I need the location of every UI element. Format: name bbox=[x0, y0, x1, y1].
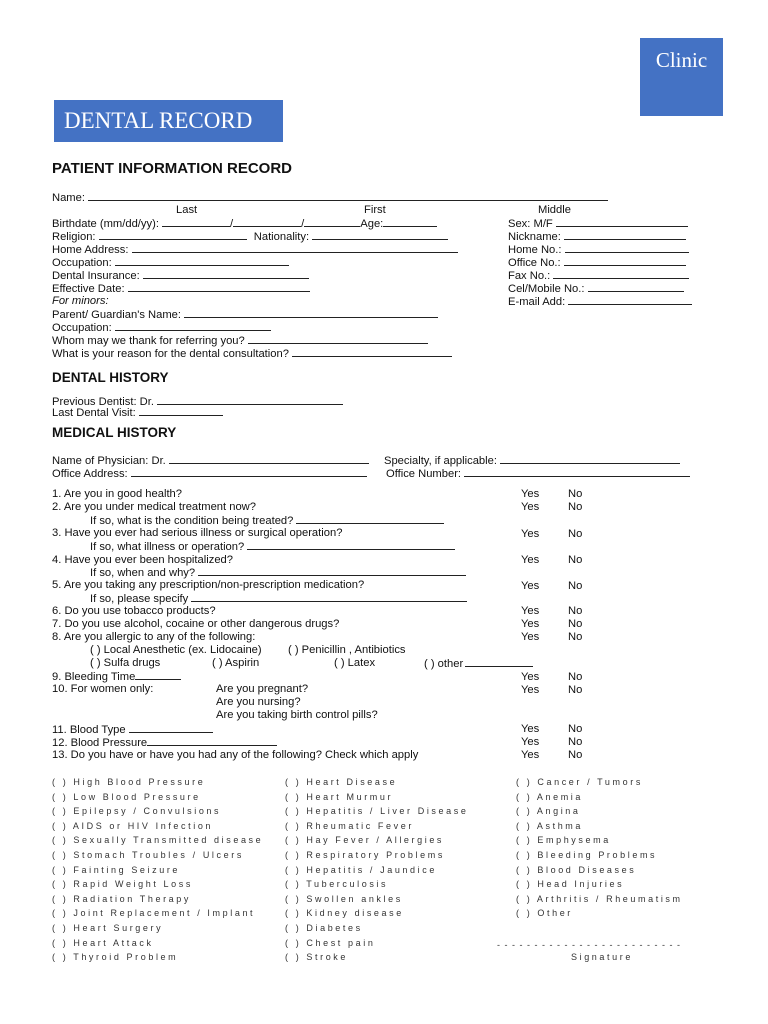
allergy-aspirin[interactable]: ( ) Aspirin bbox=[212, 657, 260, 669]
question-2-sub[interactable] bbox=[90, 514, 444, 527]
allergy-other-line bbox=[465, 657, 533, 667]
birthdate-mm-line bbox=[162, 217, 230, 227]
condition-checkbox[interactable]: ( ) Heart Murmur bbox=[285, 791, 394, 802]
sex-field[interactable] bbox=[508, 217, 688, 230]
dental-history-heading: DENTAL HISTORY bbox=[52, 370, 169, 385]
sex-line bbox=[556, 217, 688, 227]
condition-checkbox[interactable]: ( ) Heart Attack bbox=[52, 937, 154, 948]
dental-insurance-line bbox=[143, 269, 309, 279]
name-sub-last: Last bbox=[176, 204, 198, 216]
sex-label: Sex: M/F bbox=[508, 218, 553, 230]
condition-checkbox[interactable]: ( ) Angina bbox=[516, 806, 581, 817]
question-10-a: Are you pregnant? bbox=[216, 683, 309, 695]
question-9-line bbox=[135, 670, 181, 680]
q13-yes[interactable]: Yes bbox=[521, 749, 540, 761]
email-line bbox=[568, 295, 692, 305]
condition-checkbox[interactable]: ( ) Cancer / Tumors bbox=[516, 777, 643, 787]
office-address-line bbox=[131, 467, 367, 477]
q10-yes[interactable]: Yes bbox=[521, 684, 540, 696]
nickname-label: Nickname: bbox=[508, 231, 561, 243]
q6-yes[interactable]: Yes bbox=[521, 605, 540, 617]
physician-line bbox=[169, 454, 369, 464]
home-address-field[interactable] bbox=[52, 243, 458, 256]
home-no-field[interactable] bbox=[508, 243, 689, 256]
condition-checkbox[interactable]: ( ) Head Injuries bbox=[516, 879, 625, 890]
question-11[interactable] bbox=[52, 723, 213, 736]
q7-yes[interactable]: Yes bbox=[521, 618, 540, 630]
q8-no[interactable]: No bbox=[568, 631, 583, 643]
mobile-no-line bbox=[588, 282, 684, 292]
signature-label: Signature bbox=[571, 952, 633, 962]
question-4-sub-line bbox=[198, 566, 466, 576]
religion-field[interactable] bbox=[52, 230, 448, 243]
allergy-local-anesthetic[interactable]: ( ) Local Anesthetic (ex. Lidocaine) bbox=[90, 644, 262, 656]
condition-checkbox[interactable]: ( ) Blood Diseases bbox=[516, 864, 637, 875]
q9-yes[interactable]: Yes bbox=[521, 671, 540, 683]
q10-no[interactable]: No bbox=[568, 684, 583, 696]
condition-checkbox[interactable]: ( ) Sexually Transmitted disease bbox=[52, 835, 264, 846]
q1-yes[interactable]: Yes bbox=[521, 488, 540, 500]
condition-checkbox[interactable]: ( ) Hepatitis / Liver Disease bbox=[285, 806, 469, 817]
condition-checkbox[interactable]: ( ) High Blood Pressure bbox=[52, 777, 206, 787]
nationality-line bbox=[312, 230, 448, 240]
q1-no[interactable]: No bbox=[568, 488, 583, 500]
q12-yes[interactable]: Yes bbox=[521, 736, 540, 748]
question-2: 2. Are you under medical treatment now? bbox=[52, 501, 256, 513]
religion-line bbox=[99, 230, 247, 240]
specialty-label: Specialty, if applicable: bbox=[384, 455, 497, 467]
condition-checkbox[interactable]: ( ) Fainting Seizure bbox=[52, 864, 181, 875]
q11-yes[interactable]: Yes bbox=[521, 723, 540, 735]
question-4: 4. Have you ever been hospitalized? bbox=[52, 554, 233, 566]
mobile-no-label: Cel/Mobile No.: bbox=[508, 283, 585, 295]
condition-checkbox[interactable]: ( ) Swollen ankles bbox=[285, 893, 403, 904]
condition-checkbox[interactable]: ( ) Stomach Troubles / Ulcers bbox=[52, 849, 244, 860]
q9-no[interactable]: No bbox=[568, 671, 583, 683]
guardian-field[interactable] bbox=[52, 308, 438, 321]
office-no-field[interactable] bbox=[508, 256, 686, 269]
last-visit-field[interactable] bbox=[52, 406, 223, 419]
fax-no-line bbox=[553, 269, 689, 279]
occupation-label: Occupation: bbox=[52, 257, 112, 269]
home-address-line bbox=[132, 243, 458, 253]
email-label: E-mail Add: bbox=[508, 296, 566, 308]
dental-insurance-label: Dental Insurance: bbox=[52, 270, 140, 282]
condition-checkbox[interactable]: ( ) Bleeding Problems bbox=[516, 849, 658, 860]
name-sub-first: First bbox=[364, 204, 386, 216]
question-13: 13. Do you have or have you had any of the following? Check which apply bbox=[52, 749, 419, 761]
signature-line[interactable]: - - - - - - - - - - - - - - - - - - - - - - - - - bbox=[497, 940, 681, 950]
question-5: 5. Are you taking any prescription/non-prescription medication? bbox=[52, 579, 365, 591]
condition-checkbox[interactable]: ( ) Stroke bbox=[285, 952, 349, 963]
q3-yes[interactable]: Yes bbox=[521, 528, 540, 540]
q8-yes[interactable]: Yes bbox=[521, 631, 540, 643]
allergy-other-label: ( ) other bbox=[424, 658, 464, 670]
question-4-sub-label: If so, when and why? bbox=[90, 567, 196, 579]
condition-checkbox[interactable]: ( ) AIDS or HIV Infection bbox=[52, 820, 214, 831]
reason-label: What is your reason for the dental consultation? bbox=[52, 348, 289, 360]
question-12-line bbox=[147, 736, 277, 746]
condition-checkbox[interactable]: ( ) Radiation Therapy bbox=[52, 893, 191, 904]
q5-no[interactable]: No bbox=[568, 580, 583, 592]
question-5-sub-label: If so, please specify bbox=[90, 593, 189, 605]
last-visit-label: Last Dental Visit: bbox=[52, 407, 136, 419]
office-address-field[interactable] bbox=[52, 467, 367, 480]
condition-checkbox[interactable]: ( ) Tuberculosis bbox=[285, 879, 389, 890]
fax-no-field[interactable] bbox=[508, 269, 689, 282]
specialty-line bbox=[500, 454, 680, 464]
birthdate-label: Birthdate (mm/dd/yy): bbox=[52, 218, 159, 230]
previous-dentist-line bbox=[157, 395, 343, 405]
mobile-no-field[interactable] bbox=[508, 282, 684, 295]
specialty-field[interactable] bbox=[384, 454, 680, 467]
previous-dentist-label: Previous Dentist: Dr. bbox=[52, 396, 154, 408]
condition-checkbox[interactable]: ( ) Kidney disease bbox=[285, 908, 404, 919]
q4-no[interactable]: No bbox=[568, 554, 583, 566]
dental-insurance-field[interactable] bbox=[52, 269, 309, 282]
office-address-label: Office Address: bbox=[52, 468, 128, 480]
question-3-sub[interactable] bbox=[90, 540, 455, 553]
question-8: 8. Are you allergic to any of the following: bbox=[52, 631, 256, 643]
condition-checkbox[interactable]: ( ) Chest pain bbox=[285, 937, 376, 948]
name-line bbox=[88, 191, 608, 201]
home-no-line bbox=[565, 243, 689, 253]
q2-no[interactable]: No bbox=[568, 501, 583, 513]
office-no-line bbox=[564, 256, 686, 266]
allergy-sulfa[interactable]: ( ) Sulfa drugs bbox=[90, 657, 161, 669]
email-field[interactable] bbox=[508, 295, 692, 308]
condition-checkbox[interactable]: ( ) Low Blood Pressure bbox=[52, 791, 201, 802]
patient-info-heading: PATIENT INFORMATION RECORD bbox=[52, 160, 292, 177]
condition-checkbox[interactable]: ( ) Rheumatic Fever bbox=[285, 820, 414, 831]
condition-checkbox[interactable]: ( ) Epilepsy / Convulsions bbox=[52, 806, 222, 817]
reason-field[interactable] bbox=[52, 347, 452, 360]
home-no-label: Home No.: bbox=[508, 244, 562, 256]
referral-field[interactable] bbox=[52, 334, 428, 347]
medical-history-heading: MEDICAL HISTORY bbox=[52, 425, 177, 440]
question-5-sub[interactable] bbox=[90, 592, 467, 605]
name-field[interactable] bbox=[52, 191, 608, 204]
question-10: 10. For women only: bbox=[52, 683, 154, 695]
religion-label: Religion: bbox=[52, 231, 96, 243]
page-title: DENTAL RECORD bbox=[54, 100, 283, 142]
name-label: Name: bbox=[52, 192, 85, 204]
guardian-occupation-line bbox=[115, 321, 271, 331]
effective-date-field[interactable] bbox=[52, 282, 310, 295]
office-number-label: Office Number: bbox=[386, 468, 462, 480]
condition-checkbox[interactable]: ( ) Anemia bbox=[516, 791, 584, 802]
referral-label: Whom may we thank for referring you? bbox=[52, 335, 245, 347]
effective-date-line bbox=[128, 282, 310, 292]
name-sub-middle: Middle bbox=[538, 204, 571, 216]
q5-yes[interactable]: Yes bbox=[521, 580, 540, 592]
condition-checkbox[interactable]: ( ) Joint Replacement / Implant bbox=[52, 908, 256, 919]
office-number-line bbox=[464, 467, 690, 477]
guardian-occupation-label: Occupation: bbox=[52, 322, 112, 334]
question-3-sub-line bbox=[247, 540, 455, 550]
nickname-line bbox=[564, 230, 686, 240]
slash: / bbox=[230, 218, 234, 230]
birthdate-field[interactable] bbox=[52, 217, 437, 230]
condition-checkbox[interactable]: ( ) Arthritis / Rheumatism bbox=[516, 893, 683, 904]
q3-no[interactable]: No bbox=[568, 528, 583, 540]
for-minors-label: For minors: bbox=[52, 295, 109, 307]
question-4-sub[interactable] bbox=[90, 566, 466, 579]
question-1: 1. Are you in good health? bbox=[52, 488, 182, 500]
q11-no[interactable]: No bbox=[568, 723, 583, 735]
physician-field[interactable] bbox=[52, 454, 369, 467]
clinic-label: Clinic bbox=[640, 38, 723, 116]
question-10-b: Are you nursing? bbox=[216, 696, 301, 708]
condition-checkbox[interactable]: ( ) Thyroid Problem bbox=[52, 952, 179, 963]
guardian-occupation-field[interactable] bbox=[52, 321, 271, 334]
slash: / bbox=[301, 218, 305, 230]
condition-checkbox[interactable]: ( ) Hay Fever / Allergies bbox=[285, 835, 445, 846]
nickname-field[interactable] bbox=[508, 230, 686, 243]
question-12-label: 12. Blood Pressure bbox=[52, 737, 148, 749]
fax-no-label: Fax No.: bbox=[508, 270, 551, 282]
last-visit-line bbox=[139, 406, 223, 416]
question-2-sub-label: If so, what is the condition being treated? bbox=[90, 515, 294, 527]
question-3-sub-label: If so, what illness or operation? bbox=[90, 541, 245, 553]
effective-date-label: Effective Date: bbox=[52, 283, 125, 295]
question-7: 7. Do you use alcohol, cocaine or other dangerous drugs? bbox=[52, 618, 340, 630]
condition-checkbox[interactable]: ( ) Asthma bbox=[516, 820, 584, 831]
guardian-label: Parent/ Guardian's Name: bbox=[52, 309, 181, 321]
conditions-col-3 bbox=[516, 775, 683, 921]
condition-checkbox[interactable]: ( ) Diabetes bbox=[285, 922, 363, 933]
office-number-field[interactable] bbox=[386, 467, 690, 480]
allergy-latex[interactable]: ( ) Latex bbox=[334, 657, 376, 669]
conditions-col-2 bbox=[285, 775, 468, 965]
office-no-label: Office No.: bbox=[508, 257, 561, 269]
q6-no[interactable]: No bbox=[568, 605, 583, 617]
age-line bbox=[383, 217, 437, 227]
q2-yes[interactable]: Yes bbox=[521, 501, 540, 513]
question-11-label: 11. Blood Type bbox=[52, 724, 126, 736]
occupation-field[interactable] bbox=[52, 256, 289, 269]
condition-checkbox[interactable]: ( ) Hepatitis / Jaundice bbox=[285, 864, 437, 875]
reason-line bbox=[292, 347, 452, 357]
question-6: 6. Do you use tobacco products? bbox=[52, 605, 216, 617]
condition-checkbox[interactable]: ( ) Heart Disease bbox=[285, 777, 398, 787]
occupation-line bbox=[115, 256, 289, 266]
condition-checkbox[interactable]: ( ) Respiratory Problems bbox=[285, 849, 445, 860]
question-5-sub-line bbox=[191, 592, 467, 602]
birthdate-yy-line bbox=[304, 217, 360, 227]
question-10-c: Are you taking birth control pills? bbox=[216, 709, 378, 721]
home-address-label: Home Address: bbox=[52, 244, 129, 256]
question-9[interactable] bbox=[52, 670, 181, 683]
guardian-line bbox=[184, 308, 438, 318]
q13-no[interactable]: No bbox=[568, 749, 583, 761]
allergy-penicillin[interactable]: ( ) Penicillin , Antibiotics bbox=[288, 644, 406, 656]
birthdate-dd-line bbox=[233, 217, 301, 227]
question-11-line bbox=[129, 723, 213, 733]
question-3: 3. Have you ever had serious illness or surgical operation? bbox=[52, 527, 343, 539]
q7-no[interactable]: No bbox=[568, 618, 583, 630]
question-12[interactable] bbox=[52, 736, 277, 749]
condition-checkbox[interactable]: ( ) Rapid Weight Loss bbox=[52, 879, 193, 890]
q12-no[interactable]: No bbox=[568, 736, 583, 748]
question-9-label: 9. Bleeding Time bbox=[52, 671, 136, 683]
age-label: Age: bbox=[360, 218, 384, 230]
nationality-label: Nationality: bbox=[253, 231, 310, 243]
condition-checkbox[interactable]: ( ) Emphysema bbox=[516, 835, 611, 846]
conditions-col-1 bbox=[52, 775, 263, 965]
condition-checkbox[interactable]: ( ) Heart Surgery bbox=[52, 922, 164, 933]
condition-checkbox[interactable]: ( ) Other bbox=[516, 908, 573, 919]
question-2-sub-line bbox=[296, 514, 444, 524]
q4-yes[interactable]: Yes bbox=[521, 554, 540, 566]
physician-label: Name of Physician: Dr. bbox=[52, 455, 166, 467]
referral-line bbox=[248, 334, 428, 344]
allergy-other[interactable] bbox=[424, 657, 533, 670]
